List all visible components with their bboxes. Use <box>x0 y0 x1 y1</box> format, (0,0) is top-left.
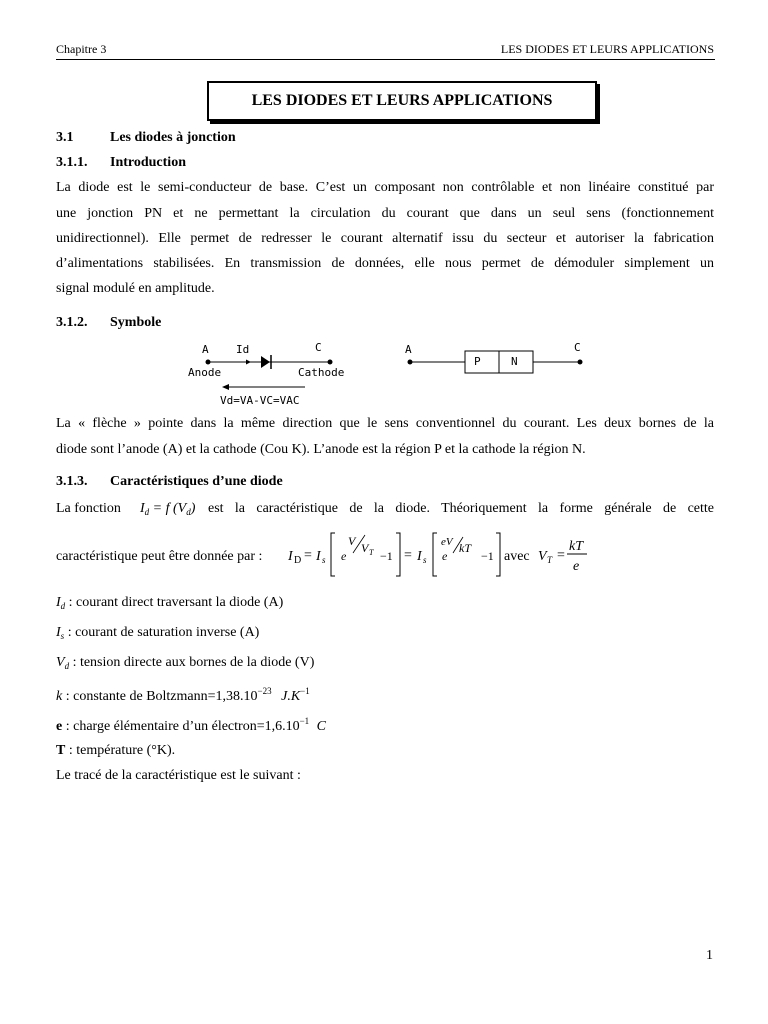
def-t-text: : température (°K). <box>65 743 176 758</box>
svg-text:D: D <box>294 555 302 566</box>
svg-text:kT: kT <box>569 539 583 554</box>
header-title: LES DIODES ET LEURS APPLICATIONS <box>500 42 714 56</box>
header-rule <box>56 59 715 60</box>
def-vd <box>56 655 314 671</box>
svg-text:−1: −1 <box>481 549 494 563</box>
def-id-subscript: d <box>60 601 66 611</box>
section-3-1-title: Les diodes à jonction <box>110 130 236 145</box>
def-id-text: : courant direct traversant la diode (A) <box>65 595 284 610</box>
def-vd-symbol: V <box>56 655 65 670</box>
def-k-unit-exponent: −1 <box>300 686 310 696</box>
section-3-1-2-title: Symbole <box>110 315 162 330</box>
diode-equation <box>285 528 600 580</box>
pn-label-a: A <box>405 343 412 356</box>
svg-text:I: I <box>316 549 321 564</box>
svg-text:eV: eV <box>441 536 453 548</box>
symbol-label-cathode: Cathode <box>298 366 345 379</box>
def-is-text: : courant de saturation inverse (A) <box>64 625 260 640</box>
svg-text:−1: −1 <box>380 549 393 563</box>
def-e-exponent: −1 <box>299 716 310 726</box>
svg-text:T: T <box>547 555 553 565</box>
pn-label-n: N <box>511 355 518 368</box>
svg-text:e: e <box>573 559 580 574</box>
voltage-arrow-icon <box>222 384 229 390</box>
symbol-text-line-2: diode sont l’anode (A) et la cathode (Cou K). L’anode est la région P et la cathode la région N. <box>56 442 586 457</box>
def-e-text: : charge élémentaire d’un électron=1,6.10 <box>62 719 300 734</box>
svg-text:=: = <box>304 548 312 563</box>
svg-text:V: V <box>348 534 356 548</box>
def-e <box>56 716 326 735</box>
section-3-1-2-number: 3.1.2. <box>56 315 88 330</box>
def-k-text: : constante de Boltzmann=1,38.10 <box>62 689 258 704</box>
current-arrow-icon <box>246 360 251 365</box>
def-id-symbol: I <box>56 595 61 610</box>
trace-text: Le tracé de la caractéristique est le suivant : <box>56 768 301 783</box>
svg-text:s: s <box>322 555 326 565</box>
intro-line-3: unidirectionnel). Elle permet de redresser le courant alternatif issu du secteur et autoriser la fabrication <box>56 231 714 246</box>
svg-text:V: V <box>361 541 369 555</box>
symbol-text-line-1: La « flèche » pointe dans la même direction que le sens conventionnel du courant. Les deux bornes de la <box>56 416 714 431</box>
svg-text:T: T <box>369 548 374 557</box>
avec-text: avec <box>504 549 530 564</box>
pn-label-p: P <box>474 355 481 368</box>
diode-triangle <box>261 356 270 368</box>
def-t <box>56 743 175 759</box>
section-3-1-1-number: 3.1.1. <box>56 155 88 170</box>
svg-text:I: I <box>417 549 422 564</box>
svg-text:V: V <box>538 549 547 564</box>
svg-text:=: = <box>404 548 412 563</box>
def-e-symbol: e <box>56 719 63 734</box>
pn-label-c: C <box>574 341 581 354</box>
section-3-1-3-title: Caractéristiques d’une diode <box>110 474 283 489</box>
section-3-1-number: 3.1 <box>56 130 74 145</box>
page-title: LES DIODES ET LEURS APPLICATIONS <box>207 81 597 121</box>
intro-line-4: d’alimentations stabilisées. En transmission de données, elle nous permet de démoduler simplement un <box>56 256 714 271</box>
symbol-voltage-equation: Vd=VA-VC=VAC <box>220 394 300 407</box>
fonction-formula: $I_d = f$ $(V_d)$ <box>140 501 196 517</box>
def-is-symbol: I <box>56 625 61 640</box>
svg-text:e: e <box>341 549 347 563</box>
def-k-unit: J.K <box>281 689 301 704</box>
section-3-1-1-title: Introduction <box>110 155 186 170</box>
svg-text:kT: kT <box>459 541 471 555</box>
def-is <box>56 625 259 641</box>
def-k-exponent: −23 <box>257 686 272 696</box>
fonction-post: est la caractéristique de la diode. Théoriquement la forme générale de cette <box>208 501 714 516</box>
def-vd-text: : tension directe aux bornes de la diode (V) <box>69 655 315 670</box>
symbol-label-a: A <box>202 343 209 356</box>
page-number: 1 <box>706 948 713 963</box>
intro-line-1: La diode est le semi-conducteur de base. C’est un composant non contrôlable et non linéaire constitué par <box>56 180 714 195</box>
intro-line-5: signal modulé en amplitude. <box>56 281 215 296</box>
symbol-label-anode: Anode <box>188 366 222 379</box>
def-k <box>56 686 310 705</box>
carac-text: caractéristique peut être donnée par : <box>56 549 263 564</box>
svg-text:I: I <box>288 549 293 564</box>
def-t-symbol: T <box>56 743 66 758</box>
svg-text:s: s <box>423 555 427 565</box>
svg-text:e: e <box>442 549 448 563</box>
def-is-subscript: s <box>60 631 65 641</box>
intro-line-2: une jonction PN et ne permettant la circulation du courant que dans un seul sens (fonctionnement <box>56 206 714 221</box>
def-vd-subscript: d <box>64 661 70 671</box>
def-e-unit: C <box>316 719 327 734</box>
header-chapter: Chapitre 3 <box>56 42 107 56</box>
pn-junction-diagram <box>400 340 590 380</box>
def-k-symbol: k <box>56 689 63 704</box>
def-id <box>56 595 283 611</box>
fonction-pre: La fonction <box>56 501 121 516</box>
symbol-label-c: C <box>315 341 322 354</box>
symbol-label-id: Id <box>236 343 250 356</box>
svg-text:=: = <box>557 548 565 563</box>
section-3-1-3-number: 3.1.3. <box>56 474 88 489</box>
